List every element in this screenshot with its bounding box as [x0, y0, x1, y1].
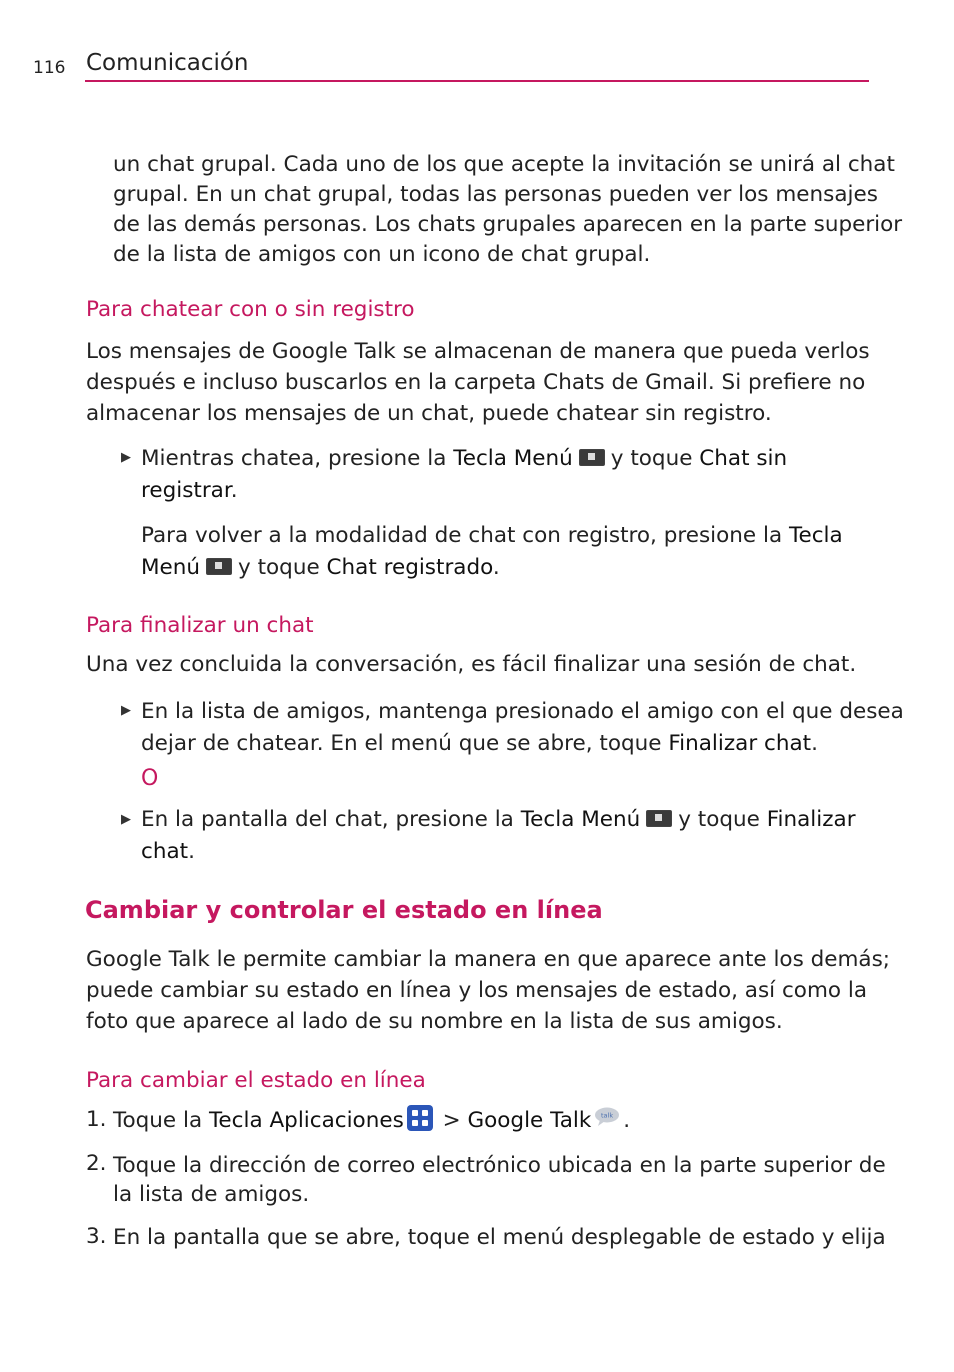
step-number: 3.	[86, 1224, 107, 1249]
estado-line: foto que aparece al lado de su nombre en la lista de sus amigos.	[86, 1009, 783, 1034]
punctuation: .	[188, 839, 195, 864]
step-3	[113, 1223, 886, 1253]
menu-key-label: Menú	[141, 555, 201, 580]
intro-line: de la lista de amigos con un icono de chat grupal.	[113, 242, 651, 267]
heading-estado-en-linea: Cambiar y controlar el estado en línea	[85, 896, 603, 924]
or-separator: O	[141, 766, 159, 791]
svg-text:talk: talk	[601, 1111, 614, 1120]
registro-note	[141, 520, 843, 584]
app-label: Google Talk	[467, 1108, 592, 1133]
punctuation: .	[811, 731, 818, 756]
finalizar-bullet-1	[141, 696, 904, 760]
step-2	[113, 1151, 886, 1209]
menu-key-label: Tecla Menú	[520, 807, 641, 832]
talk-bubble-icon	[594, 1106, 620, 1126]
bullet-arrow-icon: ▶	[121, 703, 131, 718]
registro-line: almacenar los mensajes de un chat, puede chatear sin registro.	[86, 401, 772, 426]
bullet-text: En la pantalla del chat, presione la	[141, 807, 521, 832]
bullet-text: y toque	[678, 807, 767, 832]
step-text: >	[442, 1108, 468, 1133]
bullet-text: y toque	[610, 446, 700, 471]
action-label: chat	[141, 839, 189, 864]
registro-line: después e incluso buscarlos en la carpeta Chats de Gmail. Si prefiere no	[86, 370, 866, 395]
step-number: 2.	[86, 1151, 107, 1176]
heading-cambiar-estado: Para cambiar el estado en línea	[86, 1068, 426, 1093]
step-text: Toque la	[113, 1108, 209, 1133]
finalizar-bullet-2	[141, 804, 856, 868]
registro-bullet	[141, 443, 787, 507]
registro-paragraph	[86, 336, 870, 429]
bullet-arrow-icon: ▶	[121, 450, 131, 465]
bullet-text: En la lista de amigos, mantenga presionado el amigo con el que desea	[141, 699, 904, 724]
heading-finalizar-chat: Para finalizar un chat	[86, 613, 314, 638]
note-text: y toque	[238, 555, 327, 580]
step-text: En la pantalla que se abre, toque el menú desplegable de estado y elija	[113, 1225, 886, 1250]
header-divider	[85, 80, 869, 82]
intro-line: grupal. En un chat grupal, todas las personas pueden ver los mensajes	[113, 182, 878, 207]
intro-line: de las demás personas. Los chats grupales aparecen en la parte superior	[113, 212, 903, 237]
finalizar-paragraph: Una vez concluida la conversación, es fácil finalizar una sesión de chat.	[86, 652, 857, 677]
step-1	[113, 1106, 630, 1136]
action-label: Finalizar chat	[668, 731, 812, 756]
bullet-text: dejar de chatear. En el menú que se abre, toque	[141, 731, 669, 756]
heading-chat-registro: Para chatear con o sin registro	[86, 297, 415, 322]
action-label: Chat registrado	[326, 555, 493, 580]
estado-line: puede cambiar su estado en línea y los mensajes de estado, así como la	[86, 978, 868, 1003]
menu-key-icon	[206, 558, 232, 575]
menu-key-label: Tecla	[788, 523, 843, 548]
registro-line: Los mensajes de Google Talk se almacenan de manera que pueda verlos	[86, 339, 870, 364]
apps-grid-icon	[407, 1105, 433, 1131]
apps-key-label: Tecla Aplicaciones	[208, 1108, 404, 1133]
page-number: 116	[33, 58, 66, 78]
step-number: 1.	[86, 1107, 107, 1132]
estado-paragraph	[86, 944, 890, 1037]
chapter-title: Comunicación	[86, 50, 249, 76]
action-label: Finalizar	[766, 807, 856, 832]
estado-line: Google Talk le permite cambiar la manera en que aparece ante los demás;	[86, 947, 891, 972]
bullet-text: Mientras chatea, presione la	[141, 446, 454, 471]
action-label: Chat sin	[699, 446, 788, 471]
punctuation: .	[623, 1108, 631, 1133]
step-text: Toque la dirección de correo electrónico ubicada en la parte superior de	[113, 1153, 886, 1178]
bullet-arrow-icon: ▶	[121, 812, 131, 827]
note-text: Para volver a la modalidad de chat con registro, presione la	[141, 523, 789, 548]
menu-key-label: Tecla Menú	[453, 446, 573, 471]
step-text: la lista de amigos.	[113, 1182, 310, 1207]
menu-key-icon	[579, 449, 605, 466]
intro-line: un chat grupal. Cada uno de los que acepte la invitación se unirá al chat	[113, 152, 895, 177]
menu-key-icon	[646, 810, 672, 827]
action-label: registrar	[141, 478, 231, 503]
punctuation: .	[492, 555, 500, 580]
punctuation: .	[230, 478, 238, 503]
intro-paragraph	[113, 150, 902, 270]
